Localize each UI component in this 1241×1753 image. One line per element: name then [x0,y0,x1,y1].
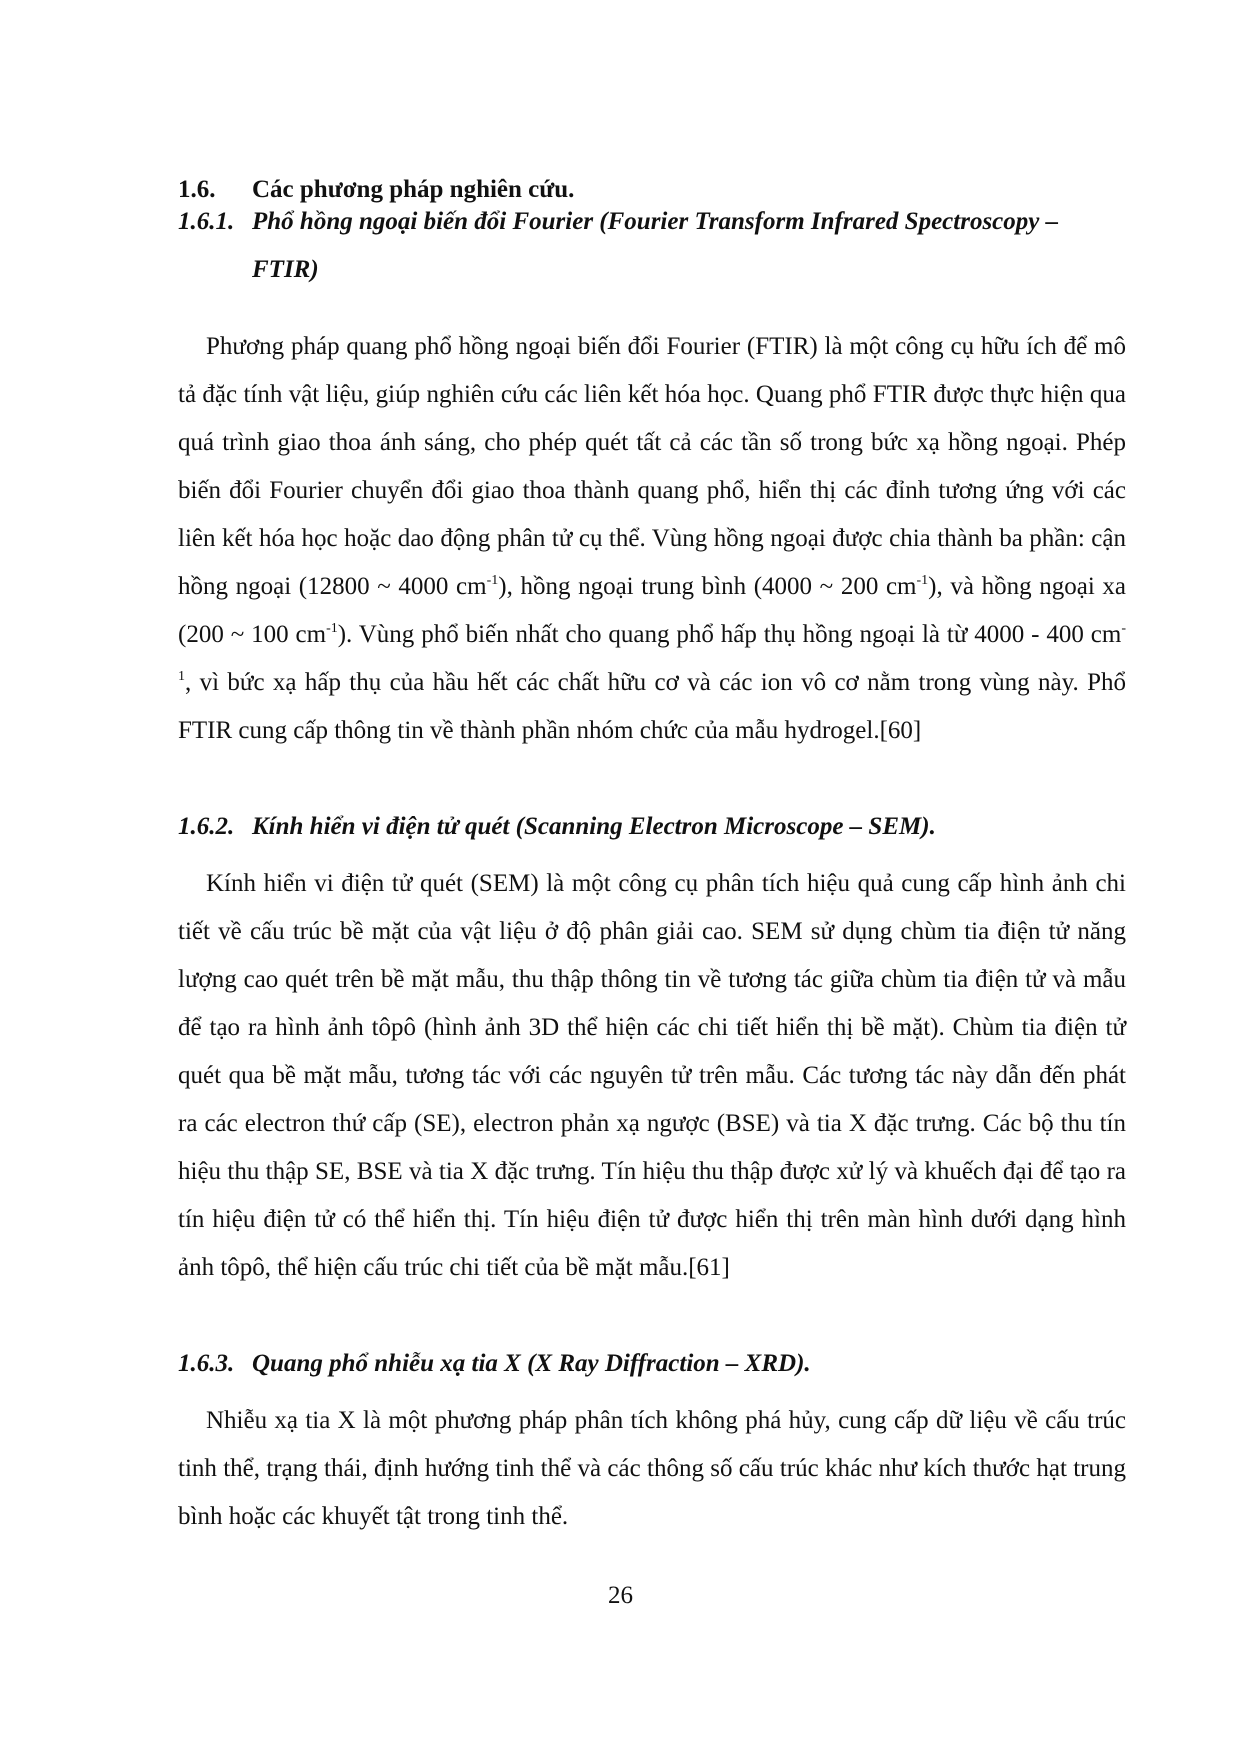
paragraph-sem: Kính hiển vi điện tử quét (SEM) là một công cụ phân tích hiệu quả cung cấp hình ảnh chi tiết về cấu trúc bề mặt của vật liệu ở độ phân giải cao. SEM sử dụng chùm tia điện tử năng lượng cao quét trên bề mặt mẫu, thu thập thông tin về tương tác giữa chùm tia điện tử và mẫu để tạo ra hình ảnh tôpô (hình ảnh 3D thể hiện các chi tiết hiển thị bề mặt). Chùm tia điện tử quét qua bề mặt mẫu, tương tác với các nguyên tử trên mẫu. Các tương tác này dẫn đến phát ra các electron thứ cấp (SE), electron phản xạ ngược (BSE) và tia X đặc trưng. Các bộ thu tín hiệu thu thập SE, BSE và tia X đặc trưng. Tín hiệu thu thập được xử lý và khuếch đại để tạo ra tín hiệu điện tử có thể hiển thị. Tín hiệu điện tử được hiển thị trên màn hình dưới dạng hình ảnh tôpô, thể hiện cấu trúc chi tiết của bề mặt mẫu.[61] [178,870,1126,1281]
subsection-title-continued: FTIR) [252,256,319,283]
superscript: -1 [486,573,499,588]
subsection-heading-ftir [178,198,1058,294]
subsection-heading-xrd [178,1340,811,1388]
paragraph-ftir: Phương pháp quang phổ hồng ngoại biến đổi Fourier (FTIR) là một công cụ hữu ích để mô tả đặc tính vật liệu, giúp nghiên cứu các liên kết hóa học. Quang phổ FTIR được thực hiện qua quá trình giao thoa ánh sáng, cho phép quét tất cả các tần số trong bức xạ hồng ngoại. Phép biến đổi Fourier chuyển đổi giao thoa thành quang phổ, hiển thị các đỉnh tương ứng với các liên kết hóa học hoặc dao động phân tử cụ thể. Vùng hồng ngoại được chia thành ba phần: cận hồng ngoại (12800 ~ 4000 $cm^{-1}$), hồng ngoại trung bình (4000 ~ 200 $cm^{-1}$), và hồng ngoại xa (200 ~ 100 $cm^{-1}$). Vùng phổ biến nhất cho quang phổ hấp thụ hồng ngoại là từ 4000 - 400 $cm^{-1}$, vì bức xạ hấp thụ của hầu hết các chất hữu cơ và các ion vô cơ nằm trong vùng này. Phổ FTIR cung cấp thông tin về thành phần nhóm chức của mẫu hydrogel.[60] [178,333,1126,744]
section-number: 1.6. [178,176,216,203]
superscript: -1 [326,621,338,636]
subsection-title: Phổ hồng ngoại biến đổi Fourier (Fourier Transform Infrared Spectroscopy – [252,208,1059,235]
subsection-title: Kính hiển vi điện tử quét (Scanning Electron Microscope – SEM). [252,813,936,840]
subsection-title: Quang phổ nhiễu xạ tia X (X Ray Diffraction – XRD). [252,1350,811,1377]
subsection-heading-sem [178,803,936,851]
section-title: Các phương pháp nghiên cứu. [252,176,575,203]
superscript: -1 [178,621,1126,684]
subsection-number: 1.6.3. [178,1350,235,1377]
paragraph-xrd: Nhiễu xạ tia X là một phương pháp phân tích không phá hủy, cung cấp dữ liệu về cấu trúc tinh thể, trạng thái, định hướng tinh thể và các thông số cấu trúc khác như kích thước hạt trung bình hoặc các khuyết tật trong tinh thể. [178,1407,1126,1530]
page-number: 26 [608,1582,633,1609]
superscript: -1 [916,573,929,588]
subsection-number: 1.6.2. [178,813,235,840]
subsection-number: 1.6.1. [178,208,235,235]
